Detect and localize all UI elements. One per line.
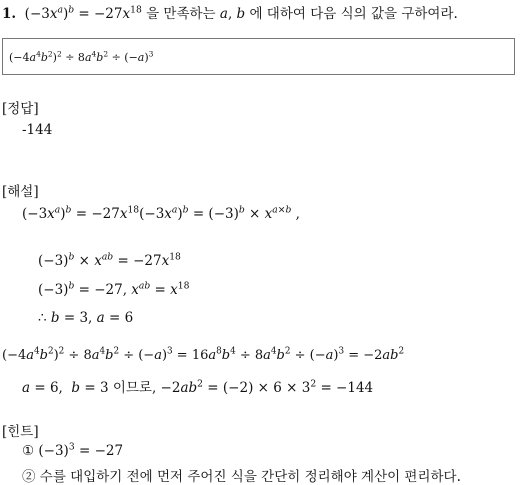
explanation-line-4: ∴ b = 3, a = 6 [38,310,134,326]
question-text: 1. $(-3x^a)^b = -27x^{18}$ 을 만족하는 a, b 에 대하여 다음 식의 값을 구하여라. [2,4,458,22]
hint-item-1: ① $(-3)^3 = -27$ [22,441,124,459]
explanation-line-2: $(-3)^b \times x^{ab} = -27x^{18}$ [38,251,181,269]
hint-item-2: ② 수를 대입하기 전에 먼저 주어진 식을 간단히 정리해야 계산이 편리하다. [22,469,461,485]
explanation-line-3: $(-3)^b = -27$, $x^{ab} = x^{18}$ [38,280,190,298]
question-number: 1. [2,6,17,22]
explanation-label: [해설] [2,184,39,200]
explanation-line-1: $(-3x^a)^b = -27x^{18}(-3x^a)^b = (-3)^b \times x^{a\times b}$ , [22,204,300,222]
answer-label: [정답] [2,101,39,117]
explanation-line-6: a = 6, b = 3 이므로, $-2ab^2 = (-2) \times 6 \times 3^2 = -144$ [22,378,374,396]
hint-label: [힌트] [2,424,39,440]
expression-box [2,38,515,75]
answer-value: -144 [22,122,53,138]
explanation-line-5: $(-4a^4b^2)^2 \div 8a^4b^2 \div (-a)^3 = 16a^8b^4 \div 8a^4b^2 \div (-a)^3 = -2ab^2$ [2,346,405,363]
given-expression: $(-4a^4b^2)^2 \div 8a^4b^2 \div (-a)^3$ [9,49,154,64]
